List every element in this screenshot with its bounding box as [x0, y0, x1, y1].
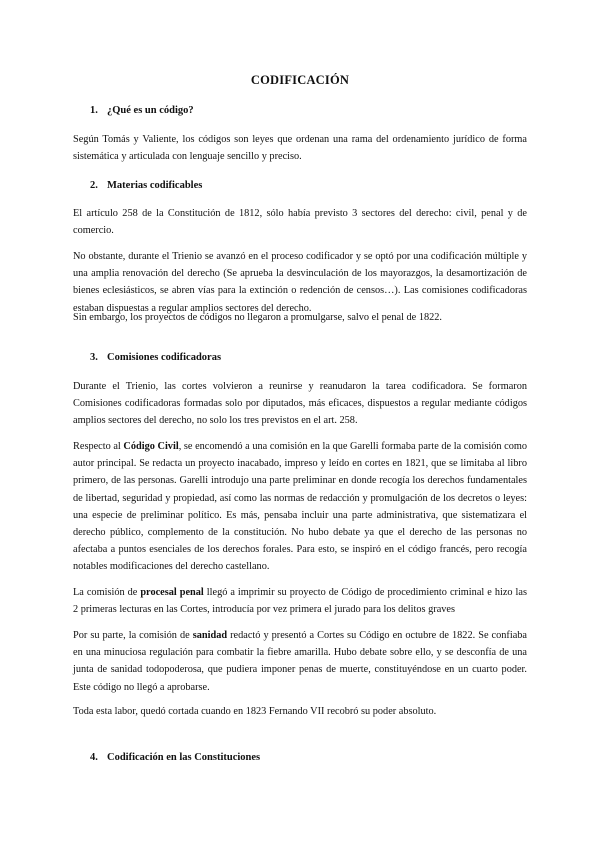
paragraph-2-body: , se encomendó a una comisión en la que Garelli formaba parte de la comisión como autor principal. Se redacta un proyecto inacabado, impreso y leído en cortes en 1821, que se limitaba al libro primero, de las personas. Garelli introdujo una parte preliminar en donde recogía los derechos fundamentales de libertad, seguridad y propiedad, así como las normas de redacción y promulgación de los decretos o leyes: una especie de preliminar político. Es más, pensaba incluir una parte administrativa, que sistematizara el derecho público, complemento de la constitución. No hubo debate ya que el derecho de las personas no afectaba a puntos esenciales de los derechos forales. Para esto, se inspiró en el código francés, pero recogía notables modificaciones del derecho castellano. — [73, 441, 528, 573]
paragraph-3-lead: La comisión de — [73, 587, 141, 598]
section-2-paragraph-1: El artículo 258 de la Constitución de 1812, sólo había previsto 3 sectores del derecho: civil, penal y de comercio. — [73, 208, 527, 237]
section-1-paragraph: Según Tomás y Valiente, los códigos son leyes que ordenan una rama del ordenamiento jurídico de forma sistemática y articulada con lenguaje sencillo y preciso. — [73, 134, 527, 163]
section-3-heading — [90, 352, 221, 363]
section-3-paragraph-5: Toda esta labor, quedó cortada cuando en 1823 Fernando VII recobró su poder absoluto. — [73, 706, 437, 717]
paragraph-3-body: llegó a imprimir su proyecto de Código de procedimiento criminal e hizo las 2 primeras lecturas en las Cortes, introducía por vez primera el jurado para los delitos graves — [73, 587, 527, 616]
section-3-paragraph-1: Durante el Trienio, las cortes volvieron a reunirse y reanudaron la tarea codificadora. Se formaron Comisiones codificadoras formadas solo por diputados, más eficaces, dispuestos a regular mediante códigos amplios sectores del derecho, no solo los tres previstos en el art. 258. — [73, 381, 527, 427]
section-4-title: Codificación en las Constituciones — [107, 752, 261, 763]
section-2-paragraph-2: No obstante, durante el Trienio se avanzó en el proceso codificador y se optó por una codificación múltiple y una amplia renovación del derecho (Se aprueba la desvinculación de los mayorazgos, la desamortización de bienes eclesiásticos, se abren vías para la extinción o redención de censos…). Las comisiones codificadoras estaban dispuestas a regular amplios sectores del derecho. — [73, 251, 527, 314]
section-4-number: 4. — [90, 752, 98, 763]
section-1-title: ¿Qué es un código? — [107, 105, 194, 116]
section-2-paragraph-3: Sin embargo, los proyectos de códigos no llegaron a promulgarse, salvo el penal de 1822. — [73, 312, 442, 323]
paragraph-2-lead: Respecto al — [73, 441, 124, 452]
section-1-heading — [90, 105, 194, 116]
section-3-title: Comisiones codificadoras — [107, 352, 222, 363]
section-2-heading — [90, 180, 202, 191]
codigo-civil-term: Código Civil — [123, 441, 179, 452]
procesal-penal-term: procesal penal — [140, 587, 204, 598]
section-2-number: 2. — [90, 180, 98, 191]
page-title: CODIFICACIÓN — [250, 73, 350, 87]
section-3-paragraph-3 — [73, 584, 527, 618]
paragraph-4-lead: Por su parte, la comisión de — [73, 630, 193, 641]
section-2-title: Materias codificables — [107, 180, 203, 191]
section-1-number: 1. — [90, 105, 98, 116]
paragraph-4-body: redactó y presentó a Cortes su Código en octubre de 1822. Se confiaba en una minuciosa regulación para combatir la fiebre amarilla. Hubo debate sobre ello, y se desconfía de una junta de sanidad todopoderosa, que pudiera imponer penas de muerte, constituyéndose en un cuarto poder. Este código no llegó a aprobarse. — [73, 630, 527, 693]
section-3-paragraph-4 — [73, 627, 527, 696]
section-3-number: 3. — [90, 352, 98, 363]
section-4-heading — [90, 752, 260, 763]
section-3-paragraph-2 — [73, 438, 527, 576]
sanidad-term: sanidad — [192, 630, 228, 641]
